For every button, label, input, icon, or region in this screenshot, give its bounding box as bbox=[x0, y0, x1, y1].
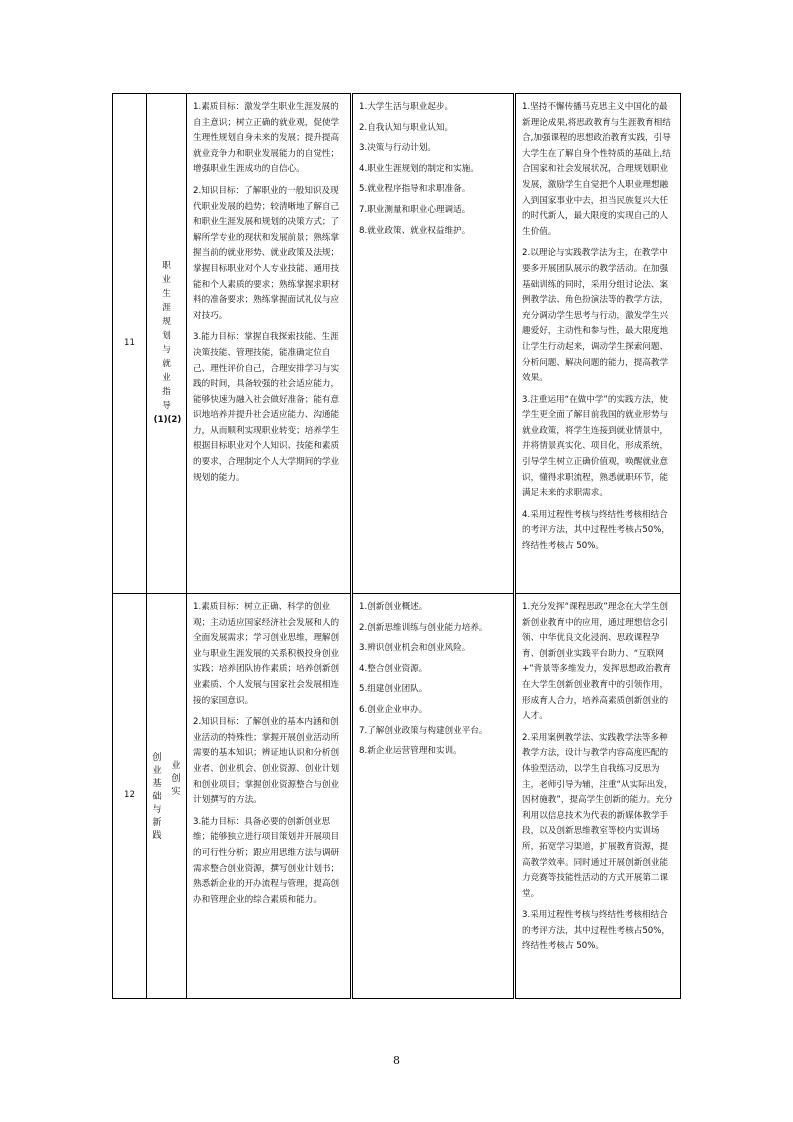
content-item: 3.决策与行动计划。 bbox=[359, 143, 436, 154]
page-number: 8 bbox=[393, 1054, 400, 1067]
course-contents bbox=[352, 594, 515, 999]
content-item: 2.创新思维训练与创业能力培养。 bbox=[359, 622, 488, 633]
course-name-line: 职业 bbox=[162, 260, 171, 285]
requirement-paragraph: 2.以理论与实践教学法为主，在教学中要多开展团队展示的教学活动。在加强基础训练的同时，采用分组讨论法、案例教学法、角色扮演法等的教学方法，充分调动学生思考与行动，激发学生兴趣爱好，主动性和参与性，最大限度地让学生行动起来，调动学生探索问题、分析问题、解决问题的能力，提高教学效果。 bbox=[522, 248, 669, 384]
table-row bbox=[113, 594, 681, 999]
requirement-paragraph: 4.采用过程性考核与终结性考核相结合的考评方法，其中过程性考核占50%，终结性考核占 50%。 bbox=[522, 509, 671, 552]
objective-paragraph: 3.能力目标：具备必要的创新创业思维；能够独立进行项目策划并开展项目的可行性分析；跟应用思维方法与调研需求整合创业资源，撰写创业计划书；熟悉新企业的开办流程与管理，提高创办和管理企业的综合素质和能力。 bbox=[193, 816, 340, 905]
objective-paragraph: 1.素质目标：激发学生职业生涯发展的自主意识；树立正确的就业观，促使学生理性规划自身未来的发展；提升提高就业竞争力和职业发展能力的自觉性；增强职业生涯成功的自信心。 bbox=[193, 102, 340, 175]
content-item: 3.辨识创业机会和创业风险。 bbox=[359, 643, 471, 654]
content-item: 8.新企业运营管理和实训。 bbox=[359, 746, 462, 757]
table-row bbox=[113, 94, 681, 594]
course-contents bbox=[352, 94, 515, 594]
requirement-paragraph: 1.坚持不懈传播马克思主义中国化的最新理论成果,将思政教育与生涯教育相结合,加强课程的思想政治教育实践，引导大学生在了解自身个性特质的基础上,结合国家和社会发展状况，合理规划职业发展，激励学生自觉把个人职业理想融入到国家事业中去，担当民族复兴大任的时代新人，最大限度的实现自己的人生价值。 bbox=[522, 102, 671, 237]
course-objectives bbox=[187, 594, 352, 999]
content-item: 2.自我认知与职业认知。 bbox=[359, 122, 454, 133]
content-item: 5.组建创业团队。 bbox=[359, 684, 428, 695]
content-item: 8.就业政策、就业权益维护。 bbox=[359, 225, 471, 236]
content-item: 1.大学生活与职业起步。 bbox=[359, 102, 454, 112]
course-number: 12 bbox=[113, 594, 147, 999]
curriculum-table bbox=[112, 93, 681, 999]
requirement-paragraph: 3.采用过程性考核与终结性考核相结合的考评方法，其中过程性考核占50%，终结性考核占 50%。 bbox=[522, 910, 671, 952]
course-name bbox=[147, 594, 187, 999]
objective-paragraph: 1.素质目标：树立正确、科学的创业观；主动适应国家经济社会发展和人的全面发展需求；学习创业思维，理解创业与职业生涯发展的关系积极投身创业实践；培养团队协作素质；培养创新创业素质、个人发展与国家社会发展相连接的家国意识。 bbox=[193, 602, 340, 706]
teaching-requirements bbox=[515, 94, 681, 594]
objective-paragraph: 2.知识目标：了解创业的基本内涵和创业活动的特殊性；掌握开展创业活动所需要的基本知识；辨证地认识和分析创业者、创业机会、创业资源、创业计划和创业项目；掌握创业资源整合与创业计划撰写的方法。 bbox=[193, 717, 340, 806]
requirement-paragraph: 1.充分发挥“课程思政”理念在大学生创新创业教育中的应用，通过理想信念引领、中华优良文化浸润、思政课程孕育、创新创业实践平台助力、“互联网+”背景等多维发力，发挥思想政治教育在大学生创新创业教育中的引领作用，形成育人合力，培养高素质创新创业的人才。 bbox=[522, 602, 672, 722]
course-name bbox=[147, 94, 187, 594]
course-number: 11 bbox=[113, 94, 147, 594]
requirement-paragraph: 3.注重运用“在做中学”的实践方法，使学生更全面了解目前我国的就业形势与就业政策，将学生连接到就业情景中，并将情景真实化、项目化，形成系统，引导学生树立正确价值观，唤醒就业意识，懂得求职流程，熟悉就职环节，能满足未来的求职需求。 bbox=[522, 394, 669, 499]
course-name-line: 业指 bbox=[162, 372, 171, 397]
content-item: 7.职业测量和职业心理调适。 bbox=[359, 204, 471, 215]
course-name-line: 导 bbox=[162, 400, 171, 411]
objective-paragraph: 2.知识目标：了解职业的一般知识及现代职业发展的趋势；较清晰地了解自己和职业生涯发展和规划的决策方式；了解所学专业的现状和发展前景；熟练掌握当前的就业形势、就业政策及法规；掌握目标职业对个人专业技能、通用技能和个人素质的要求；熟练掌握求职材料的准备要求；熟练掌握面试礼仪与应对技巧。 bbox=[193, 185, 340, 321]
content-item: 4.整合创业资源。 bbox=[359, 663, 428, 674]
content-item: 5.就业程序指导和求职准备。 bbox=[359, 184, 471, 195]
course-name-column: 创业基础与新践 bbox=[152, 751, 162, 841]
content-item: 7.了解创业政策与构建创业平台。 bbox=[359, 725, 488, 736]
course-code: (1)(2) bbox=[153, 414, 182, 425]
course-name-line: 与就 bbox=[162, 344, 171, 369]
content-item: 6.创业企业申办。 bbox=[359, 704, 428, 715]
objective-paragraph: 3.能力目标：掌握自我探索技能、生涯决策技能、管理技能，能准确定位自己、理性评价自己，合理安排学习与实践的时间，具备较强的社会适应能力，能够快速为融入社会做好准备；能有意识地培养并提升社会适应能力、沟通能力，从而顺利实现职业转变；培养学生根据目标职业对个人知识、技能和素质的要求，合理制定个人大学期间的学业规划的能力。 bbox=[193, 332, 340, 483]
content-item: 1.创新创业概述。 bbox=[359, 602, 428, 612]
course-objectives bbox=[187, 94, 352, 594]
course-name-line: 规划 bbox=[162, 316, 171, 341]
course-name-column: 业创实 bbox=[171, 759, 181, 797]
content-item: 4.职业生涯规划的制定和实施。 bbox=[359, 163, 479, 174]
course-name-line: 生涯 bbox=[162, 288, 171, 313]
teaching-requirements bbox=[515, 594, 681, 999]
requirement-paragraph: 2.采用案例教学法、实践教学法等多种教学方法，设计与教学内容高度匹配的体验型活动，以学生自我练习反思为主，老师引导为辅，注重“从实际出发，因材施教”，提高学生创新的能力。充分利用以信息技术为代表的新媒体教学手段，以及创新思维教室等校内实训场所，拓宽学习渠道，扩展教育资源，提高教学效率。同时通过开展创新创业能力竞赛等技能性活动的方式开展第二课堂。 bbox=[522, 732, 673, 899]
